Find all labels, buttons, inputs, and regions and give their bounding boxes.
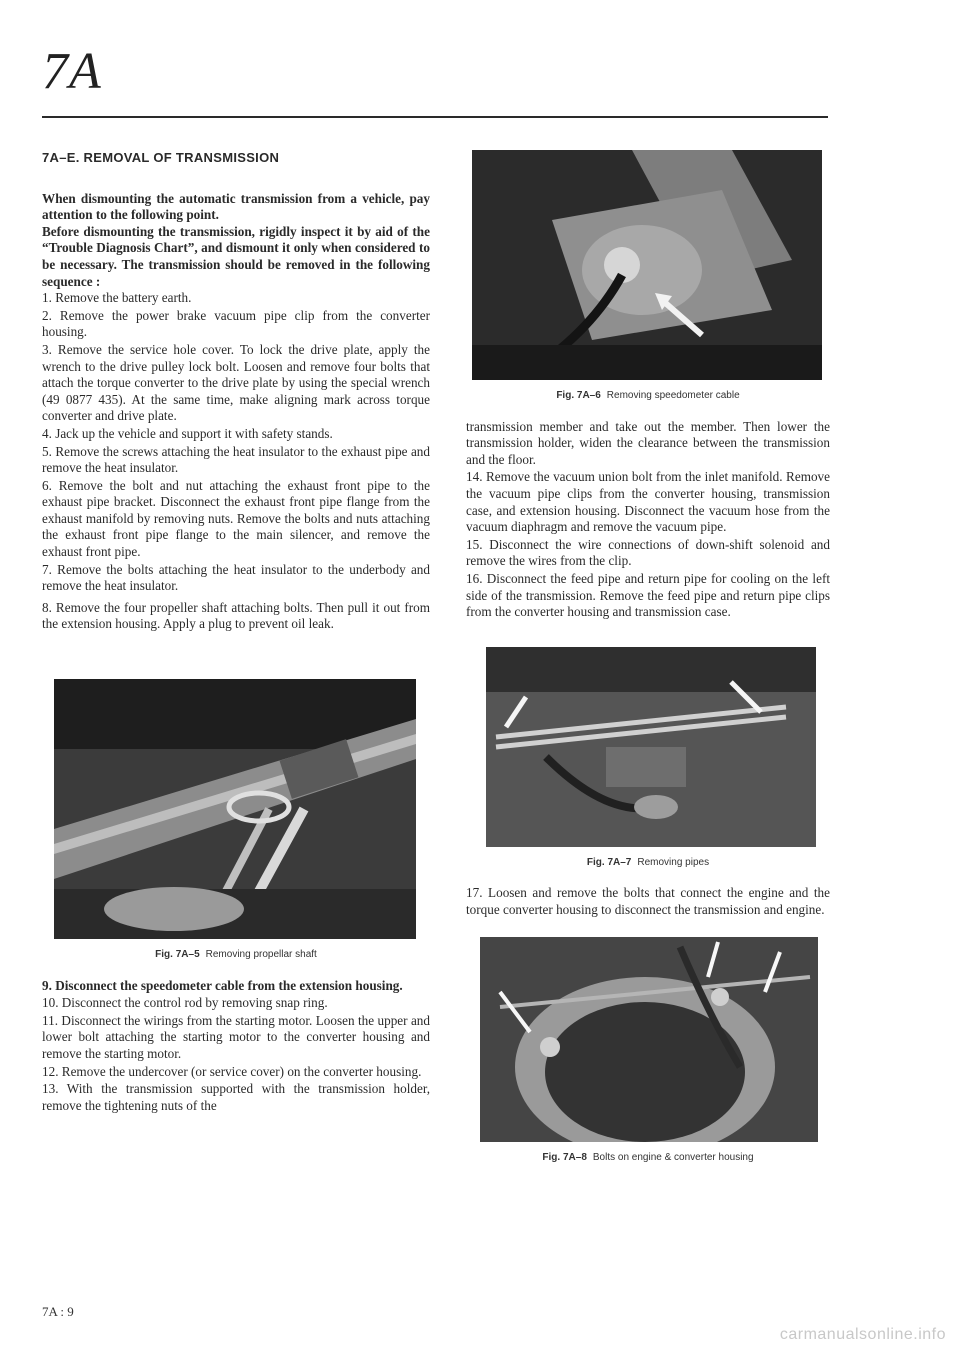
section-heading: 7A–E. REMOVAL OF TRANSMISSION xyxy=(42,150,280,165)
figure-7a-6-caption xyxy=(466,388,830,405)
figure-7a-6-text: Removing speedometer cable xyxy=(606,390,740,401)
figure-7a-8 xyxy=(466,937,830,1167)
step-4: 4. Jack up the vehicle and support it with safety stands. xyxy=(42,425,333,441)
step-8: 8. Remove the four propeller shaft attaching bolts. Then pull it out from the extension housing. Apply a plug to prevent oil leak. xyxy=(42,599,430,632)
step-5: 5. Remove the screws attaching the heat insulator to the exhaust pipe and remove the heat insulator. xyxy=(42,443,430,476)
figure-7a-8-caption xyxy=(466,1150,830,1167)
figure-7a-8-number: Fig. 7A–8 xyxy=(542,1151,587,1163)
step-13-continued: transmission member and take out the member. Then lower the transmission holder, widen the clearance between the transmission and the floor. xyxy=(466,418,830,467)
header-rule xyxy=(42,116,828,118)
step-11: 11. Disconnect the wirings from the starting motor. Loosen the upper and lower bolt attaching the starting motor to the converter housing and remove the starting motor. xyxy=(42,1012,430,1061)
figure-7a-5-text: Removing propellar shaft xyxy=(205,949,317,961)
step-10: 10. Disconnect the control rod by removing snap ring. xyxy=(42,995,328,1011)
figure-7a-7-caption xyxy=(466,855,830,872)
step-2: 2. Remove the power brake vacuum pipe clip from the converter housing. xyxy=(42,307,430,340)
steps-left-a xyxy=(42,290,430,633)
step-7: 7. Remove the bolts attaching the heat insulator to the underbody and remove the heat insulator. xyxy=(42,561,430,594)
photo-bolts-engine xyxy=(480,937,818,1142)
photo-pipes xyxy=(486,647,816,847)
step-3: 3. Remove the service hole cover. To lock the drive plate, apply the wrench to the drive pulley lock bolt. Loosen and remove four bolts that attach the torque converter to the drive plate by using the special wrench (49 0877 435). At the same time, make aligning mark across torque converter and drive plate. xyxy=(42,341,430,424)
intro-paragraph-2: Before dismounting the transmission, rigidly inspect it by aid of the “Trouble Diagnosis Chart”, and dismount it only when considered to be necessary. The transmission should be removed in the following sequence : xyxy=(42,223,430,289)
figure-7a-7-number: Fig. 7A–7 xyxy=(586,856,632,868)
photo-propeller-shaft xyxy=(54,679,416,939)
figure-7a-6-number: Fig. 7A–6 xyxy=(556,390,601,401)
step-16: 16. Disconnect the feed pipe and return pipe for cooling on the left side of the transmission. Remove the feed pipe and return pipe clips from the converter housing and transmission case. xyxy=(466,570,830,620)
figure-7a-8-text: Bolts on engine & converter housing xyxy=(592,1151,754,1163)
steps-right-b xyxy=(466,885,830,918)
step-6: 6. Remove the bolt and nut attaching the exhaust front pipe to the exhaust pipe bracket. Disconnect the exhaust front pipe flange from the exhaust manifold by removing nuts. Remove the bolts and nuts attaching the exhaust front pipe flange to the main silencer, and remove the exhaust front pipe. xyxy=(42,477,430,560)
step-1: 1. Remove the battery earth. xyxy=(42,290,192,306)
step-9: 9. Disconnect the speedometer cable from the extension housing. xyxy=(42,977,403,993)
figure-7a-5 xyxy=(42,679,430,964)
watermark: carmanualsonline.info xyxy=(779,1326,946,1343)
figure-7a-7 xyxy=(466,647,830,872)
photo-speedometer-cable xyxy=(472,150,822,380)
step-13: 13. With the transmission supported with the transmission holder, remove the tightening nuts of the xyxy=(42,1081,430,1113)
figure-7a-7-text: Removing pipes xyxy=(637,856,710,868)
steps-left-b xyxy=(42,978,430,1115)
figure-7a-5-caption xyxy=(42,947,430,964)
chapter-title: 7A xyxy=(42,43,102,100)
intro-paragraph-1: When dismounting the automatic transmission from a vehicle, pay attention to the following point. xyxy=(42,190,430,223)
step-14: 14. Remove the vacuum union bolt from the inlet manifold. Remove the vacuum pipe clips from the converter housing, transmission case, and extension housing. Disconnect the vacuum hose from the vacuum diaphragm and remove the vacuum pipe. xyxy=(466,469,830,535)
steps-right-a xyxy=(466,419,830,621)
right-column xyxy=(466,150,830,1180)
step-17: 17. Loosen and remove the bolts that connect the engine and the torque converter housing to disconnect the transmission and engine. xyxy=(466,885,830,917)
step-12: 12. Remove the undercover (or service cover) on the converter housing. xyxy=(42,1063,422,1079)
page-number: 7A : 9 xyxy=(42,1304,74,1319)
figure-7a-5-number: Fig. 7A–5 xyxy=(155,949,200,961)
step-15: 15. Disconnect the wire connections of down-shift solenoid and remove the wires from the clip. xyxy=(466,536,830,569)
left-column xyxy=(42,150,430,1115)
figure-7a-6 xyxy=(466,150,830,405)
